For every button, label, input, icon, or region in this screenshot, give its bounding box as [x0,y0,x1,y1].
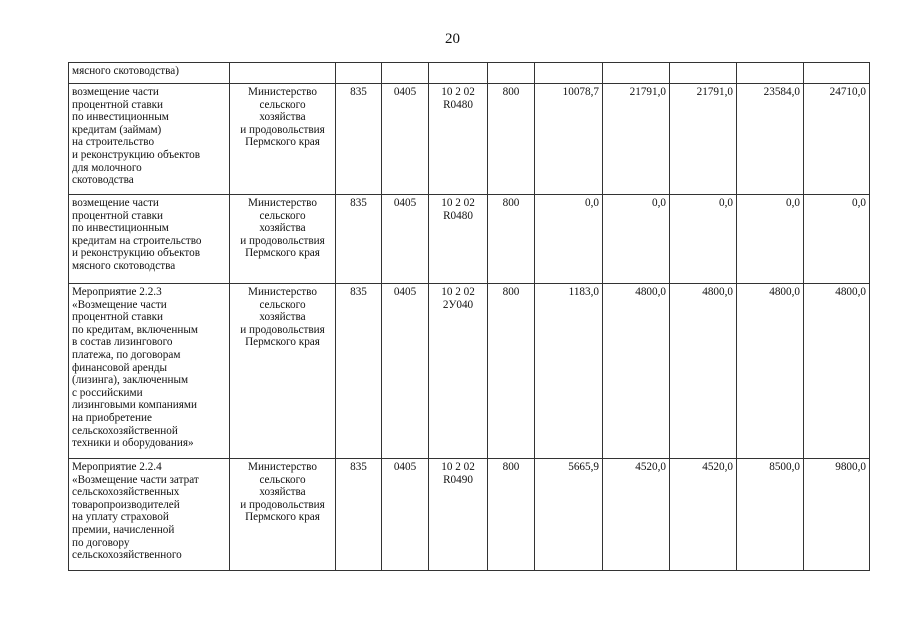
table-row [69,284,870,459]
table-row [69,459,870,571]
row-value-4: 0,0 [737,195,804,284]
row-value-1: 10078,7 [535,84,603,195]
row-ministry: Министерство сельского хозяйства и продовольствия Пермского края [230,284,336,459]
row-value-2: 21791,0 [603,84,670,195]
row-section-code [382,63,429,84]
row-description: Мероприятие 2.2.3 «Возмещение части процентной ставки по кредитам, включенным в состав лизингового платежа, по договорам финансовой аренды (лизинга), заключенным с российскими лизинговыми компаниями на приобретение сельскохозяйственной техники и оборудования» [69,284,230,459]
row-grbs-code: 835 [336,84,382,195]
row-ministry: Министерство сельского хозяйства и продовольствия Пермского края [230,195,336,284]
row-value-4 [737,63,804,84]
row-value-1: 0,0 [535,195,603,284]
table-row [69,63,870,84]
row-value-1: 1183,0 [535,284,603,459]
row-vr-code: 800 [488,459,535,571]
row-value-5: 24710,0 [804,84,870,195]
row-vr-code [488,63,535,84]
row-grbs-code [336,63,382,84]
row-section-code: 0405 [382,84,429,195]
row-value-1 [535,63,603,84]
table-row [69,195,870,284]
page-number: 20 [445,31,460,47]
row-value-5: 9800,0 [804,459,870,571]
row-description: возмещение части процентной ставки по инвестиционным кредитам (займам) на строительство и реконструкцию объектов для молочного скотоводства [69,84,230,195]
row-value-3 [670,63,737,84]
row-csr-code: 10 2 02 R0480 [429,195,488,284]
row-grbs-code: 835 [336,459,382,571]
row-value-3: 21791,0 [670,84,737,195]
row-description: мясного скотоводства) [69,63,230,84]
row-ministry: Министерство сельского хозяйства и продовольствия Пермского края [230,84,336,195]
budget-table [68,62,870,571]
row-csr-code: 10 2 02 R0490 [429,459,488,571]
row-value-2: 4520,0 [603,459,670,571]
row-section-code: 0405 [382,459,429,571]
row-value-3: 0,0 [670,195,737,284]
row-ministry [230,63,336,84]
row-csr-code [429,63,488,84]
row-section-code: 0405 [382,195,429,284]
row-value-5: 4800,0 [804,284,870,459]
row-value-3: 4800,0 [670,284,737,459]
row-section-code: 0405 [382,284,429,459]
row-value-1: 5665,9 [535,459,603,571]
row-vr-code: 800 [488,195,535,284]
row-value-5: 0,0 [804,195,870,284]
row-value-3: 4520,0 [670,459,737,571]
row-value-2 [603,63,670,84]
row-value-5 [804,63,870,84]
row-csr-code: 10 2 02 2У040 [429,284,488,459]
row-grbs-code: 835 [336,195,382,284]
row-vr-code: 800 [488,84,535,195]
row-ministry: Министерство сельского хозяйства и продовольствия Пермского края [230,459,336,571]
row-value-4: 4800,0 [737,284,804,459]
row-value-4: 8500,0 [737,459,804,571]
row-description: Мероприятие 2.2.4 «Возмещение части затрат сельскохозяйственных товаропроизводителей на уплату страховой премии, начисленной по договору сельскохозяйственного [69,459,230,571]
row-description: возмещение части процентной ставки по инвестиционным кредитам на строительство и реконструкцию объектов мясного скотоводства [69,195,230,284]
row-csr-code: 10 2 02 R0480 [429,84,488,195]
row-vr-code: 800 [488,284,535,459]
table-row [69,84,870,195]
row-value-4: 23584,0 [737,84,804,195]
row-grbs-code: 835 [336,284,382,459]
row-value-2: 4800,0 [603,284,670,459]
row-value-2: 0,0 [603,195,670,284]
